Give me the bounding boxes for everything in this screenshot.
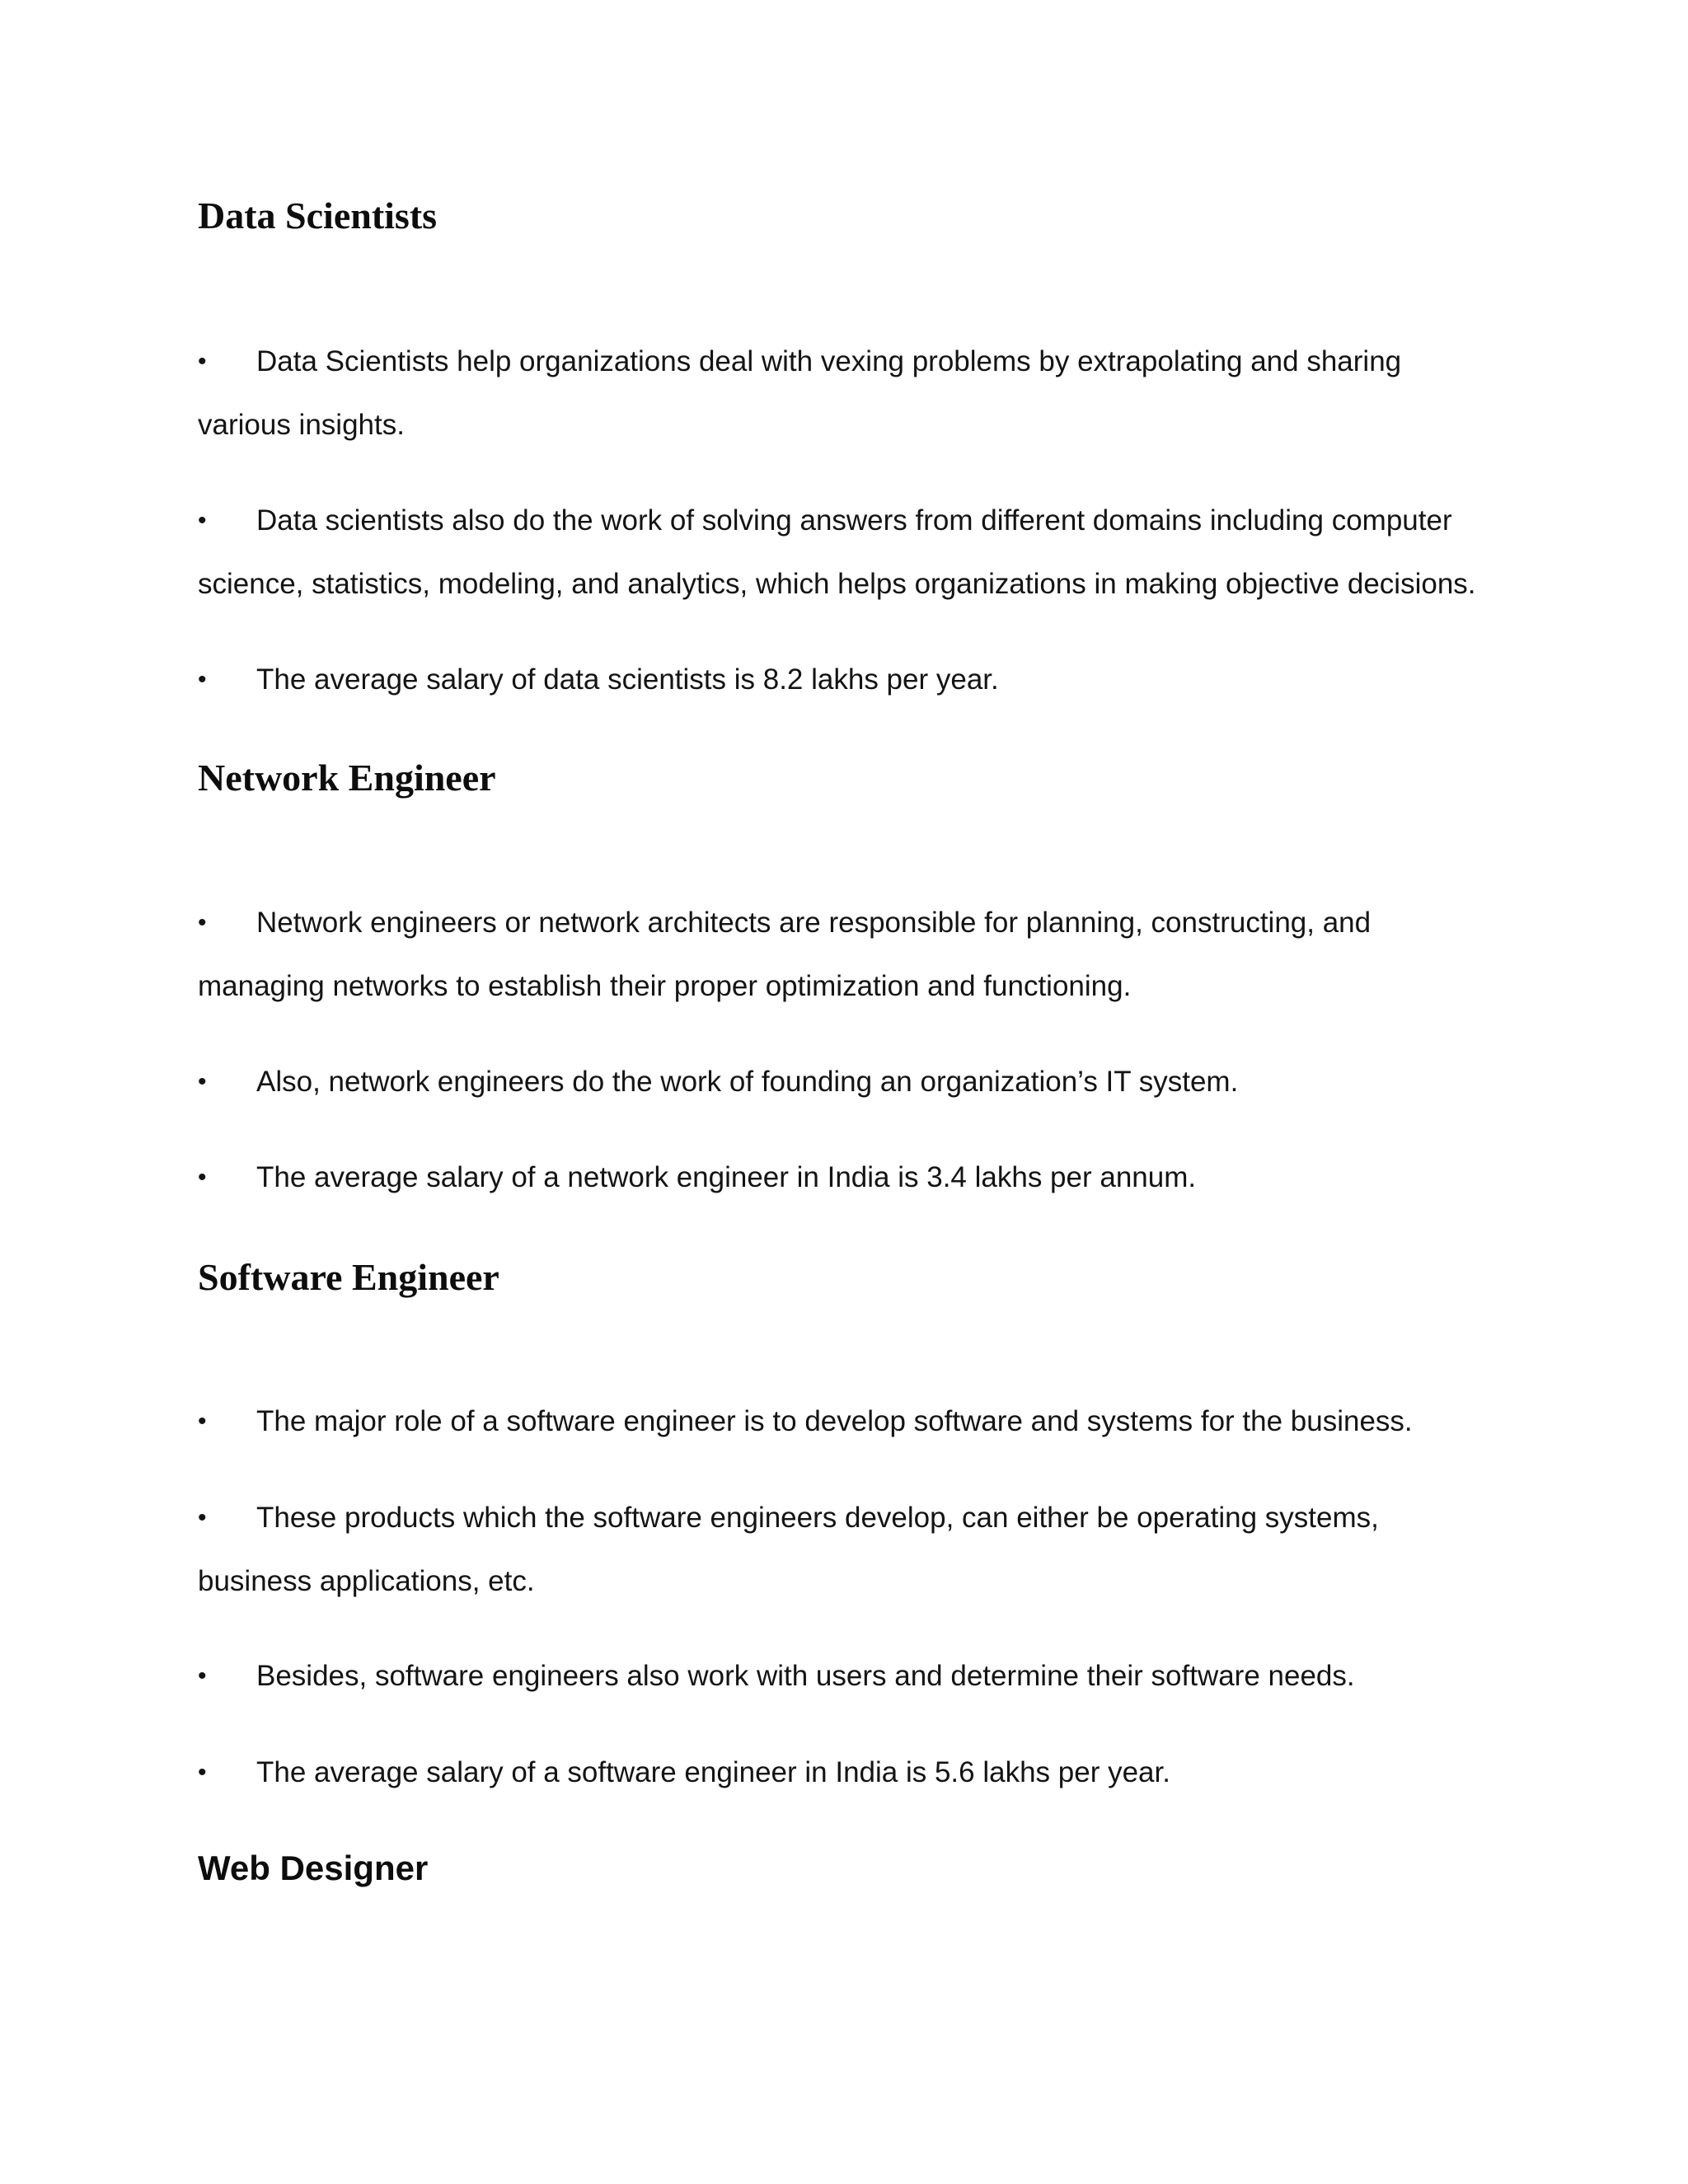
list-item — [198, 1486, 1484, 1613]
list-item-text: The average salary of a software engineer in India is 5.6 lakhs per year. — [256, 1756, 1170, 1788]
bullet-icon: • — [198, 1662, 207, 1690]
list-item — [198, 1741, 1484, 1804]
list-item-text: The average salary of data scientists is 8.2 lakhs per year. — [256, 663, 999, 696]
list-item-text: Data scientists also do the work of solving answers from different domains including computer science, statistics, modeling, and analytics, which helps organizations in making objective decisions. — [198, 504, 1476, 600]
bullet-icon: • — [198, 1408, 207, 1435]
section-heading: Data Scientists — [198, 194, 438, 237]
list-item — [198, 648, 1484, 711]
list-item — [198, 489, 1484, 616]
bullet-icon: • — [198, 348, 207, 375]
section-heading: Network Engineer — [198, 757, 496, 799]
list-item-text: Also, network engineers do the work of founding an organization’s IT system. — [256, 1066, 1239, 1098]
bullet-icon: • — [198, 1164, 207, 1191]
list-item-text: Network engineers or network architects are responsible for planning, constructing, and managing networks to establish their proper optimization and functioning. — [198, 907, 1372, 1002]
bullet-icon: • — [198, 507, 207, 534]
section-heading: Web Designer — [198, 1849, 429, 1887]
list-item — [198, 891, 1484, 1018]
list-item — [198, 1390, 1484, 1453]
bullet-icon: • — [198, 666, 207, 693]
bullet-icon: • — [198, 909, 207, 936]
list-item — [198, 330, 1484, 457]
bullet-icon: • — [198, 1068, 207, 1095]
bullet-icon: • — [198, 1759, 207, 1786]
list-item — [198, 1644, 1484, 1708]
list-item — [198, 1146, 1484, 1209]
bullet-icon: • — [198, 1504, 207, 1531]
list-item-text: The average salary of a network engineer in India is 3.4 lakhs per annum. — [256, 1161, 1197, 1193]
list-item — [198, 1050, 1484, 1113]
list-item-text: Data Scientists help organizations deal with vexing problems by extrapolating and sharing various insights. — [198, 345, 1402, 441]
section-heading: Software Engineer — [198, 1256, 499, 1298]
list-item-text: The major role of a software engineer is to develop software and systems for the business. — [256, 1405, 1413, 1437]
list-item-text: Besides, software engineers also work with users and determine their software needs. — [256, 1660, 1355, 1692]
list-item-text: These products which the software engineers develop, can either be operating systems, business applications, etc. — [198, 1502, 1379, 1597]
